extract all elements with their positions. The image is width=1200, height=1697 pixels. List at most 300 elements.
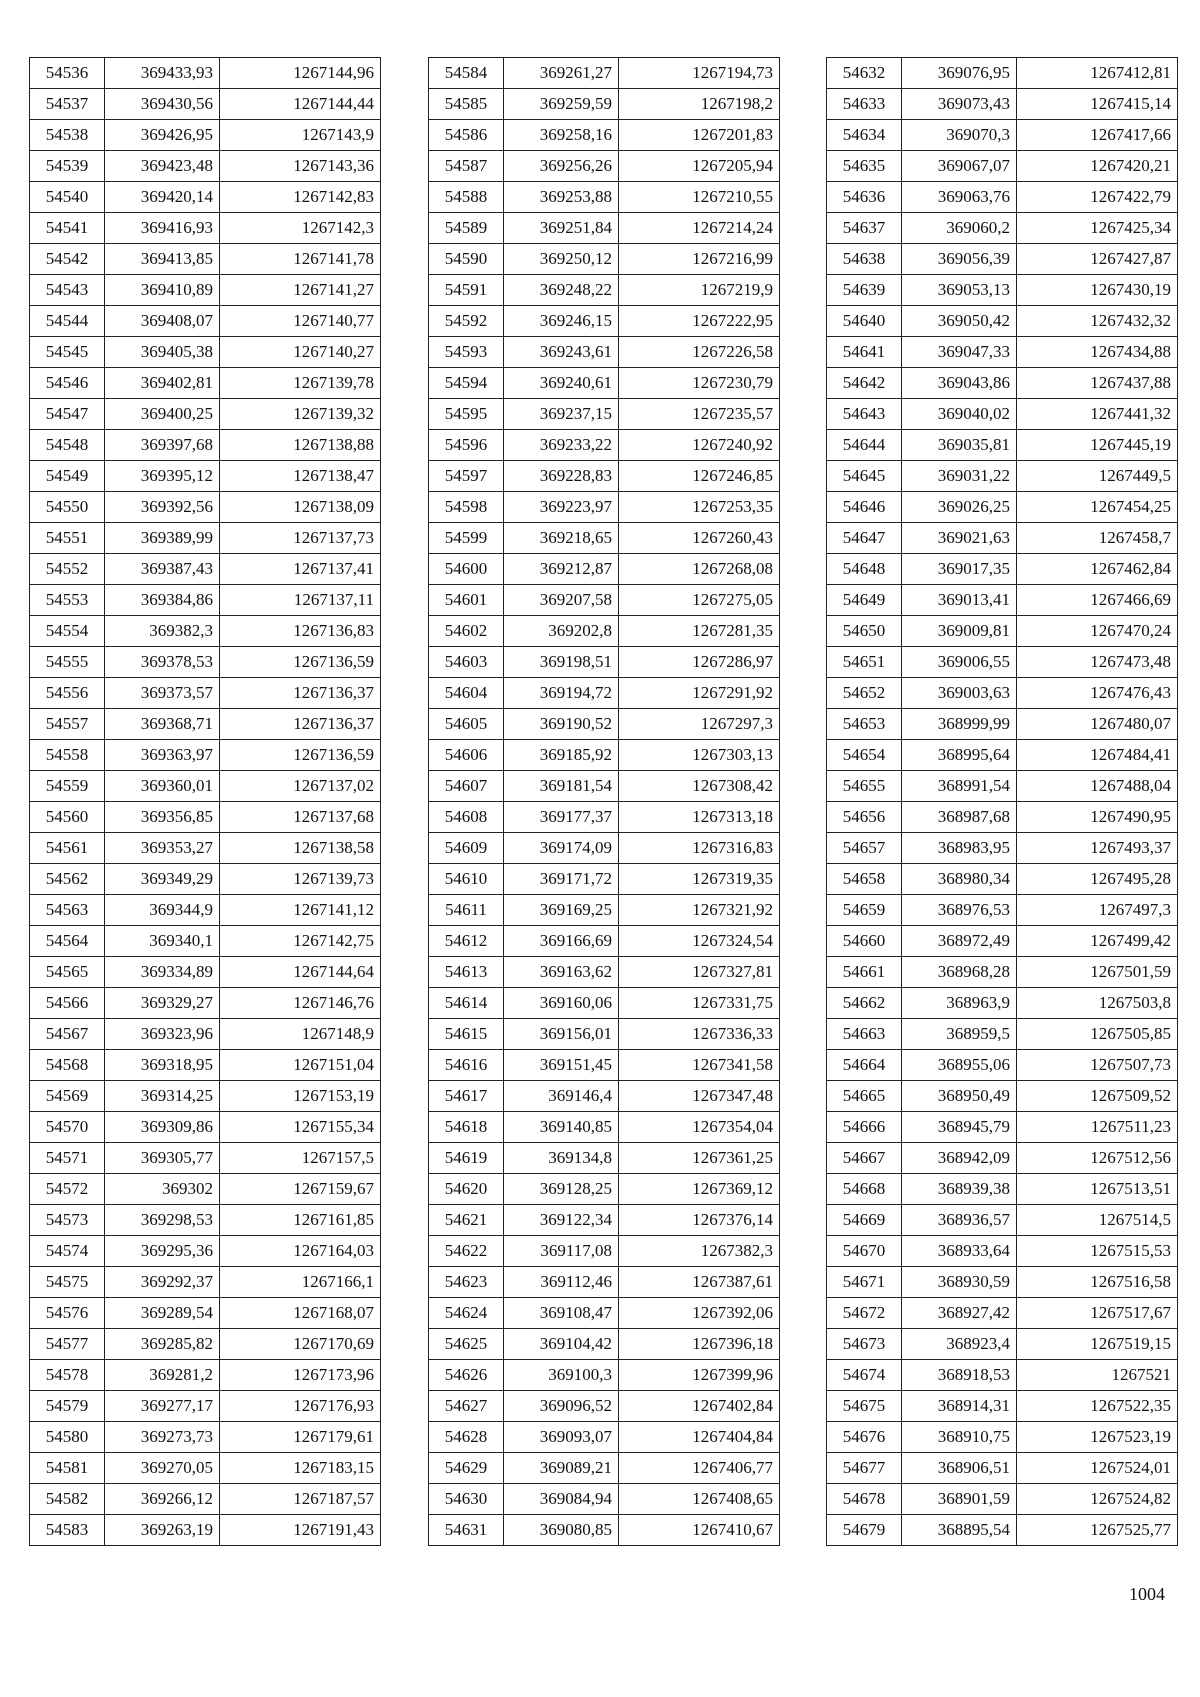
point-number-cell: 54600 bbox=[429, 554, 504, 585]
point-number-cell: 54560 bbox=[30, 802, 105, 833]
point-number-cell: 54575 bbox=[30, 1267, 105, 1298]
x-coordinate-cell: 369426,95 bbox=[105, 120, 220, 151]
table-row bbox=[30, 1422, 381, 1453]
y-coordinate-cell: 1267286,97 bbox=[619, 647, 780, 678]
point-number-cell: 54538 bbox=[30, 120, 105, 151]
y-coordinate-cell: 1267509,52 bbox=[1017, 1081, 1178, 1112]
table-row bbox=[827, 275, 1178, 306]
y-coordinate-cell: 1267205,94 bbox=[619, 151, 780, 182]
y-coordinate-cell: 1267511,23 bbox=[1017, 1112, 1178, 1143]
y-coordinate-cell: 1267201,83 bbox=[619, 120, 780, 151]
point-number-cell: 54602 bbox=[429, 616, 504, 647]
y-coordinate-cell: 1267179,61 bbox=[220, 1422, 381, 1453]
y-coordinate-cell: 1267219,9 bbox=[619, 275, 780, 306]
y-coordinate-cell: 1267316,83 bbox=[619, 833, 780, 864]
table-row bbox=[30, 554, 381, 585]
point-number-cell: 54677 bbox=[827, 1453, 902, 1484]
x-coordinate-cell: 368999,99 bbox=[902, 709, 1017, 740]
x-coordinate-cell: 369270,05 bbox=[105, 1453, 220, 1484]
y-coordinate-cell: 1267376,14 bbox=[619, 1205, 780, 1236]
table-row bbox=[429, 926, 780, 957]
y-coordinate-cell: 1267493,37 bbox=[1017, 833, 1178, 864]
point-number-cell: 54565 bbox=[30, 957, 105, 988]
x-coordinate-cell: 369026,25 bbox=[902, 492, 1017, 523]
table-row bbox=[827, 306, 1178, 337]
point-number-cell: 54568 bbox=[30, 1050, 105, 1081]
point-number-cell: 54620 bbox=[429, 1174, 504, 1205]
table-row bbox=[30, 1174, 381, 1205]
point-number-cell: 54561 bbox=[30, 833, 105, 864]
table-row bbox=[827, 647, 1178, 678]
y-coordinate-cell: 1267139,32 bbox=[220, 399, 381, 430]
point-number-cell: 54652 bbox=[827, 678, 902, 709]
point-number-cell: 54545 bbox=[30, 337, 105, 368]
y-coordinate-cell: 1267408,65 bbox=[619, 1484, 780, 1515]
y-coordinate-cell: 1267336,33 bbox=[619, 1019, 780, 1050]
y-coordinate-cell: 1267470,24 bbox=[1017, 616, 1178, 647]
table-row bbox=[30, 244, 381, 275]
point-number-cell: 54669 bbox=[827, 1205, 902, 1236]
table-row bbox=[429, 399, 780, 430]
table-row bbox=[429, 1453, 780, 1484]
table-row bbox=[827, 771, 1178, 802]
point-number-cell: 54657 bbox=[827, 833, 902, 864]
x-coordinate-cell: 369285,82 bbox=[105, 1329, 220, 1360]
point-number-cell: 54574 bbox=[30, 1236, 105, 1267]
x-coordinate-cell: 369198,51 bbox=[504, 647, 619, 678]
y-coordinate-cell: 1267434,88 bbox=[1017, 337, 1178, 368]
table-row bbox=[429, 1174, 780, 1205]
x-coordinate-cell: 369298,53 bbox=[105, 1205, 220, 1236]
point-number-cell: 54663 bbox=[827, 1019, 902, 1050]
table-row bbox=[827, 988, 1178, 1019]
y-coordinate-cell: 1267331,75 bbox=[619, 988, 780, 1019]
y-coordinate-cell: 1267144,64 bbox=[220, 957, 381, 988]
y-coordinate-cell: 1267495,28 bbox=[1017, 864, 1178, 895]
x-coordinate-cell: 368930,59 bbox=[902, 1267, 1017, 1298]
table-row bbox=[429, 1484, 780, 1515]
y-coordinate-cell: 1267138,47 bbox=[220, 461, 381, 492]
x-coordinate-cell: 369373,57 bbox=[105, 678, 220, 709]
table-row bbox=[429, 1298, 780, 1329]
point-number-cell: 54590 bbox=[429, 244, 504, 275]
y-coordinate-cell: 1267144,44 bbox=[220, 89, 381, 120]
point-number-cell: 54558 bbox=[30, 740, 105, 771]
y-coordinate-cell: 1267422,79 bbox=[1017, 182, 1178, 213]
x-coordinate-cell: 369021,63 bbox=[902, 523, 1017, 554]
x-coordinate-cell: 369251,84 bbox=[504, 213, 619, 244]
table-row bbox=[30, 1484, 381, 1515]
table-row bbox=[30, 182, 381, 213]
x-coordinate-cell: 368968,28 bbox=[902, 957, 1017, 988]
point-number-cell: 54641 bbox=[827, 337, 902, 368]
table-row bbox=[429, 1236, 780, 1267]
table-row bbox=[429, 1081, 780, 1112]
y-coordinate-cell: 1267151,04 bbox=[220, 1050, 381, 1081]
point-number-cell: 54650 bbox=[827, 616, 902, 647]
point-number-cell: 54585 bbox=[429, 89, 504, 120]
x-coordinate-cell: 368980,34 bbox=[902, 864, 1017, 895]
x-coordinate-cell: 369395,12 bbox=[105, 461, 220, 492]
table-row bbox=[429, 864, 780, 895]
point-number-cell: 54679 bbox=[827, 1515, 902, 1546]
y-coordinate-cell: 1267226,58 bbox=[619, 337, 780, 368]
point-number-cell: 54637 bbox=[827, 213, 902, 244]
point-number-cell: 54572 bbox=[30, 1174, 105, 1205]
y-coordinate-cell: 1267191,43 bbox=[220, 1515, 381, 1546]
page-number: 1004 bbox=[1129, 1584, 1165, 1604]
x-coordinate-cell: 369246,15 bbox=[504, 306, 619, 337]
table-row bbox=[429, 957, 780, 988]
y-coordinate-cell: 1267137,11 bbox=[220, 585, 381, 616]
table-row bbox=[30, 1112, 381, 1143]
y-coordinate-cell: 1267166,1 bbox=[220, 1267, 381, 1298]
table-row bbox=[827, 244, 1178, 275]
table-row bbox=[827, 957, 1178, 988]
point-number-cell: 54604 bbox=[429, 678, 504, 709]
table-row bbox=[827, 802, 1178, 833]
y-coordinate-cell: 1267427,87 bbox=[1017, 244, 1178, 275]
table-row bbox=[827, 709, 1178, 740]
y-coordinate-cell: 1267140,27 bbox=[220, 337, 381, 368]
table-row bbox=[827, 89, 1178, 120]
y-coordinate-cell: 1267441,32 bbox=[1017, 399, 1178, 430]
point-number-cell: 54554 bbox=[30, 616, 105, 647]
x-coordinate-cell: 369053,13 bbox=[902, 275, 1017, 306]
table-row bbox=[30, 275, 381, 306]
table-row bbox=[827, 895, 1178, 926]
y-coordinate-cell: 1267415,14 bbox=[1017, 89, 1178, 120]
x-coordinate-cell: 369202,8 bbox=[504, 616, 619, 647]
point-number-cell: 54619 bbox=[429, 1143, 504, 1174]
y-coordinate-cell: 1267140,77 bbox=[220, 306, 381, 337]
y-coordinate-cell: 1267505,85 bbox=[1017, 1019, 1178, 1050]
table-row bbox=[827, 1019, 1178, 1050]
table-row bbox=[827, 1391, 1178, 1422]
y-coordinate-cell: 1267170,69 bbox=[220, 1329, 381, 1360]
y-coordinate-cell: 1267230,79 bbox=[619, 368, 780, 399]
x-coordinate-cell: 369084,94 bbox=[504, 1484, 619, 1515]
x-coordinate-cell: 368942,09 bbox=[902, 1143, 1017, 1174]
y-coordinate-cell: 1267214,24 bbox=[619, 213, 780, 244]
point-number-cell: 54634 bbox=[827, 120, 902, 151]
table-row bbox=[30, 399, 381, 430]
point-number-cell: 54555 bbox=[30, 647, 105, 678]
x-coordinate-cell: 369096,52 bbox=[504, 1391, 619, 1422]
point-number-cell: 54606 bbox=[429, 740, 504, 771]
point-number-cell: 54612 bbox=[429, 926, 504, 957]
x-coordinate-cell: 369128,25 bbox=[504, 1174, 619, 1205]
point-number-cell: 54546 bbox=[30, 368, 105, 399]
point-number-cell: 54642 bbox=[827, 368, 902, 399]
table-row bbox=[30, 988, 381, 1019]
x-coordinate-cell: 369261,27 bbox=[504, 58, 619, 89]
y-coordinate-cell: 1267499,42 bbox=[1017, 926, 1178, 957]
x-coordinate-cell: 369384,86 bbox=[105, 585, 220, 616]
point-number-cell: 54562 bbox=[30, 864, 105, 895]
point-number-cell: 54552 bbox=[30, 554, 105, 585]
x-coordinate-cell: 369309,86 bbox=[105, 1112, 220, 1143]
table-row bbox=[827, 399, 1178, 430]
y-coordinate-cell: 1267490,95 bbox=[1017, 802, 1178, 833]
point-number-cell: 54655 bbox=[827, 771, 902, 802]
x-coordinate-cell: 369070,3 bbox=[902, 120, 1017, 151]
x-coordinate-cell: 369356,85 bbox=[105, 802, 220, 833]
x-coordinate-cell: 369117,08 bbox=[504, 1236, 619, 1267]
table-body bbox=[827, 58, 1178, 1546]
x-coordinate-cell: 369174,09 bbox=[504, 833, 619, 864]
point-number-cell: 54636 bbox=[827, 182, 902, 213]
point-number-cell: 54670 bbox=[827, 1236, 902, 1267]
point-number-cell: 54573 bbox=[30, 1205, 105, 1236]
y-coordinate-cell: 1267137,41 bbox=[220, 554, 381, 585]
point-number-cell: 54671 bbox=[827, 1267, 902, 1298]
table-row bbox=[827, 678, 1178, 709]
x-coordinate-cell: 369378,53 bbox=[105, 647, 220, 678]
y-coordinate-cell: 1267484,41 bbox=[1017, 740, 1178, 771]
point-number-cell: 54569 bbox=[30, 1081, 105, 1112]
x-coordinate-cell: 369160,06 bbox=[504, 988, 619, 1019]
x-coordinate-cell: 369392,56 bbox=[105, 492, 220, 523]
x-coordinate-cell: 369177,37 bbox=[504, 802, 619, 833]
x-coordinate-cell: 369353,27 bbox=[105, 833, 220, 864]
x-coordinate-cell: 368910,75 bbox=[902, 1422, 1017, 1453]
table-row bbox=[827, 1484, 1178, 1515]
y-coordinate-cell: 1267183,15 bbox=[220, 1453, 381, 1484]
table-row bbox=[30, 1515, 381, 1546]
point-number-cell: 54593 bbox=[429, 337, 504, 368]
x-coordinate-cell: 369423,48 bbox=[105, 151, 220, 182]
y-coordinate-cell: 1267161,85 bbox=[220, 1205, 381, 1236]
x-coordinate-cell: 369031,22 bbox=[902, 461, 1017, 492]
point-number-cell: 54659 bbox=[827, 895, 902, 926]
table-row bbox=[30, 1329, 381, 1360]
y-coordinate-cell: 1267432,32 bbox=[1017, 306, 1178, 337]
point-number-cell: 54601 bbox=[429, 585, 504, 616]
x-coordinate-cell: 368939,38 bbox=[902, 1174, 1017, 1205]
y-coordinate-cell: 1267260,43 bbox=[619, 523, 780, 554]
x-coordinate-cell: 369344,9 bbox=[105, 895, 220, 926]
table-row bbox=[30, 678, 381, 709]
point-number-cell: 54628 bbox=[429, 1422, 504, 1453]
x-coordinate-cell: 369400,25 bbox=[105, 399, 220, 430]
table-row bbox=[827, 1453, 1178, 1484]
table-row bbox=[30, 120, 381, 151]
table-row bbox=[30, 1019, 381, 1050]
y-coordinate-cell: 1267392,06 bbox=[619, 1298, 780, 1329]
y-coordinate-cell: 1267369,12 bbox=[619, 1174, 780, 1205]
table-row bbox=[429, 89, 780, 120]
y-coordinate-cell: 1267235,57 bbox=[619, 399, 780, 430]
y-coordinate-cell: 1267176,93 bbox=[220, 1391, 381, 1422]
table-row bbox=[30, 1360, 381, 1391]
y-coordinate-cell: 1267327,81 bbox=[619, 957, 780, 988]
x-coordinate-cell: 369009,81 bbox=[902, 616, 1017, 647]
point-number-cell: 54584 bbox=[429, 58, 504, 89]
x-coordinate-cell: 369076,95 bbox=[902, 58, 1017, 89]
point-number-cell: 54559 bbox=[30, 771, 105, 802]
y-coordinate-cell: 1267406,77 bbox=[619, 1453, 780, 1484]
x-coordinate-cell: 369433,93 bbox=[105, 58, 220, 89]
x-coordinate-cell: 369104,42 bbox=[504, 1329, 619, 1360]
x-coordinate-cell: 369185,92 bbox=[504, 740, 619, 771]
point-number-cell: 54632 bbox=[827, 58, 902, 89]
table-row bbox=[30, 461, 381, 492]
table-row bbox=[30, 1050, 381, 1081]
y-coordinate-cell: 1267454,25 bbox=[1017, 492, 1178, 523]
table-row bbox=[30, 802, 381, 833]
x-coordinate-cell: 369329,27 bbox=[105, 988, 220, 1019]
table-row bbox=[30, 1143, 381, 1174]
x-coordinate-cell: 369194,72 bbox=[504, 678, 619, 709]
point-number-cell: 54609 bbox=[429, 833, 504, 864]
x-coordinate-cell: 369263,19 bbox=[105, 1515, 220, 1546]
x-coordinate-cell: 368963,9 bbox=[902, 988, 1017, 1019]
x-coordinate-cell: 368923,4 bbox=[902, 1329, 1017, 1360]
point-number-cell: 54588 bbox=[429, 182, 504, 213]
y-coordinate-cell: 1267361,25 bbox=[619, 1143, 780, 1174]
table-row bbox=[429, 523, 780, 554]
table-row bbox=[429, 306, 780, 337]
y-coordinate-cell: 1267512,56 bbox=[1017, 1143, 1178, 1174]
x-coordinate-cell: 368906,51 bbox=[902, 1453, 1017, 1484]
table-row bbox=[827, 430, 1178, 461]
x-coordinate-cell: 368933,64 bbox=[902, 1236, 1017, 1267]
table-row bbox=[429, 1360, 780, 1391]
x-coordinate-cell: 369112,46 bbox=[504, 1267, 619, 1298]
table-row bbox=[429, 1205, 780, 1236]
table-body bbox=[30, 58, 381, 1546]
point-number-cell: 54570 bbox=[30, 1112, 105, 1143]
point-number-cell: 54673 bbox=[827, 1329, 902, 1360]
y-coordinate-cell: 1267141,12 bbox=[220, 895, 381, 926]
y-coordinate-cell: 1267240,92 bbox=[619, 430, 780, 461]
point-number-cell: 54587 bbox=[429, 151, 504, 182]
table-row bbox=[429, 430, 780, 461]
point-number-cell: 54653 bbox=[827, 709, 902, 740]
table-row bbox=[429, 647, 780, 678]
y-coordinate-cell: 1267139,73 bbox=[220, 864, 381, 895]
point-number-cell: 54549 bbox=[30, 461, 105, 492]
table-row bbox=[30, 151, 381, 182]
point-number-cell: 54553 bbox=[30, 585, 105, 616]
x-coordinate-cell: 369305,77 bbox=[105, 1143, 220, 1174]
y-coordinate-cell: 1267347,48 bbox=[619, 1081, 780, 1112]
point-number-cell: 54563 bbox=[30, 895, 105, 926]
table-row bbox=[30, 1298, 381, 1329]
y-coordinate-cell: 1267480,07 bbox=[1017, 709, 1178, 740]
y-coordinate-cell: 1267476,43 bbox=[1017, 678, 1178, 709]
x-coordinate-cell: 369140,85 bbox=[504, 1112, 619, 1143]
table-row bbox=[827, 1050, 1178, 1081]
x-coordinate-cell: 369363,97 bbox=[105, 740, 220, 771]
table-row bbox=[827, 1515, 1178, 1546]
point-number-cell: 54550 bbox=[30, 492, 105, 523]
point-number-cell: 54576 bbox=[30, 1298, 105, 1329]
x-coordinate-cell: 368972,49 bbox=[902, 926, 1017, 957]
point-number-cell: 54617 bbox=[429, 1081, 504, 1112]
x-coordinate-cell: 369237,15 bbox=[504, 399, 619, 430]
x-coordinate-cell: 369256,26 bbox=[504, 151, 619, 182]
x-coordinate-cell: 369240,61 bbox=[504, 368, 619, 399]
table-row bbox=[30, 368, 381, 399]
point-number-cell: 54580 bbox=[30, 1422, 105, 1453]
y-coordinate-cell: 1267503,8 bbox=[1017, 988, 1178, 1019]
point-number-cell: 54630 bbox=[429, 1484, 504, 1515]
x-coordinate-cell: 369223,97 bbox=[504, 492, 619, 523]
x-coordinate-cell: 369340,1 bbox=[105, 926, 220, 957]
point-number-cell: 54631 bbox=[429, 1515, 504, 1546]
table-row bbox=[827, 1422, 1178, 1453]
point-number-cell: 54608 bbox=[429, 802, 504, 833]
y-coordinate-cell: 1267137,02 bbox=[220, 771, 381, 802]
y-coordinate-cell: 1267488,04 bbox=[1017, 771, 1178, 802]
table-row bbox=[827, 1329, 1178, 1360]
point-number-cell: 54577 bbox=[30, 1329, 105, 1360]
y-coordinate-cell: 1267136,59 bbox=[220, 740, 381, 771]
point-number-cell: 54666 bbox=[827, 1112, 902, 1143]
y-coordinate-cell: 1267462,84 bbox=[1017, 554, 1178, 585]
point-number-cell: 54613 bbox=[429, 957, 504, 988]
point-number-cell: 54567 bbox=[30, 1019, 105, 1050]
y-coordinate-cell: 1267313,18 bbox=[619, 802, 780, 833]
point-number-cell: 54667 bbox=[827, 1143, 902, 1174]
y-coordinate-cell: 1267198,2 bbox=[619, 89, 780, 120]
table-row bbox=[827, 337, 1178, 368]
y-coordinate-cell: 1267141,78 bbox=[220, 244, 381, 275]
table-row bbox=[30, 957, 381, 988]
point-number-cell: 54541 bbox=[30, 213, 105, 244]
y-coordinate-cell: 1267515,53 bbox=[1017, 1236, 1178, 1267]
point-number-cell: 54583 bbox=[30, 1515, 105, 1546]
point-number-cell: 54658 bbox=[827, 864, 902, 895]
point-number-cell: 54603 bbox=[429, 647, 504, 678]
x-coordinate-cell: 369259,59 bbox=[504, 89, 619, 120]
table-row bbox=[429, 1019, 780, 1050]
point-number-cell: 54578 bbox=[30, 1360, 105, 1391]
y-coordinate-cell: 1267382,3 bbox=[619, 1236, 780, 1267]
x-coordinate-cell: 369292,37 bbox=[105, 1267, 220, 1298]
point-number-cell: 54656 bbox=[827, 802, 902, 833]
y-coordinate-cell: 1267143,36 bbox=[220, 151, 381, 182]
table-row bbox=[429, 492, 780, 523]
point-number-cell: 54579 bbox=[30, 1391, 105, 1422]
table-row bbox=[827, 1360, 1178, 1391]
table-row bbox=[827, 1143, 1178, 1174]
y-coordinate-cell: 1267430,19 bbox=[1017, 275, 1178, 306]
x-coordinate-cell: 369035,81 bbox=[902, 430, 1017, 461]
x-coordinate-cell: 369368,71 bbox=[105, 709, 220, 740]
table-row bbox=[827, 1236, 1178, 1267]
table-row bbox=[30, 58, 381, 89]
point-number-cell: 54551 bbox=[30, 523, 105, 554]
point-number-cell: 54674 bbox=[827, 1360, 902, 1391]
y-coordinate-cell: 1267420,21 bbox=[1017, 151, 1178, 182]
point-number-cell: 54665 bbox=[827, 1081, 902, 1112]
table-row bbox=[30, 1267, 381, 1298]
table-row bbox=[30, 740, 381, 771]
point-number-cell: 54664 bbox=[827, 1050, 902, 1081]
y-coordinate-cell: 1267246,85 bbox=[619, 461, 780, 492]
x-coordinate-cell: 369295,36 bbox=[105, 1236, 220, 1267]
point-number-cell: 54629 bbox=[429, 1453, 504, 1484]
y-coordinate-cell: 1267210,55 bbox=[619, 182, 780, 213]
point-number-cell: 54635 bbox=[827, 151, 902, 182]
x-coordinate-cell: 369318,95 bbox=[105, 1050, 220, 1081]
y-coordinate-cell: 1267387,61 bbox=[619, 1267, 780, 1298]
x-coordinate-cell: 369169,25 bbox=[504, 895, 619, 926]
x-coordinate-cell: 369387,43 bbox=[105, 554, 220, 585]
